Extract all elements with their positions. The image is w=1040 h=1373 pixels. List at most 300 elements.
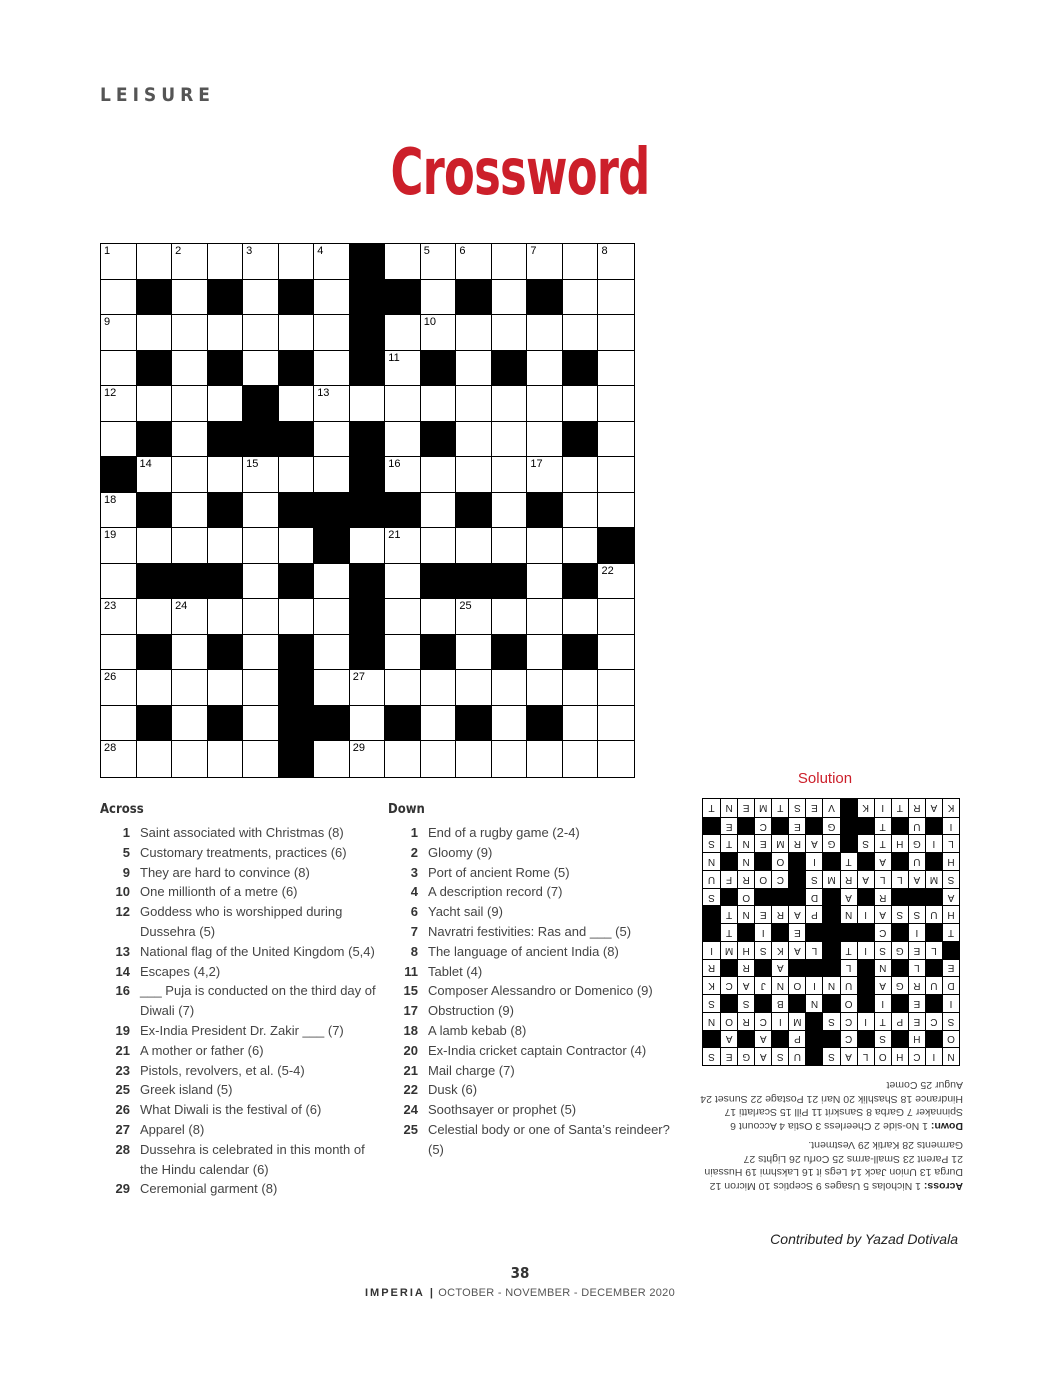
grid-cell[interactable]	[598, 564, 634, 600]
grid-cell[interactable]	[456, 244, 492, 280]
solution-letter: R	[737, 870, 754, 888]
grid-block	[243, 422, 279, 458]
grid-cell[interactable]	[456, 315, 492, 351]
grid-cell[interactable]	[456, 741, 492, 777]
grid-cell[interactable]	[456, 351, 492, 387]
grid-cell[interactable]	[137, 315, 173, 351]
grid-block	[598, 528, 634, 564]
grid-cell[interactable]	[456, 670, 492, 706]
across-clue	[100, 863, 385, 883]
solution-letter: E	[788, 923, 805, 941]
grid-cell[interactable]	[137, 670, 173, 706]
grid-cell[interactable]	[563, 741, 599, 777]
grid-cell[interactable]	[385, 386, 421, 422]
clue-text: ___ Puja is conducted on the third day of Diwali (7)	[140, 983, 376, 1019]
grid-cell[interactable]	[208, 457, 244, 493]
solution-letter: R	[788, 834, 805, 852]
grid-cell[interactable]	[385, 528, 421, 564]
grid-cell[interactable]	[598, 741, 634, 777]
solution-letter: M	[720, 941, 737, 959]
solution-letter: A	[908, 870, 925, 888]
grid-block	[279, 351, 315, 387]
grid-cell[interactable]	[243, 457, 279, 493]
grid-cell[interactable]	[492, 599, 528, 635]
clue-num: 1	[410, 825, 418, 840]
grid-cell[interactable]	[208, 599, 244, 635]
grid-cell[interactable]	[456, 528, 492, 564]
solution-block	[788, 888, 805, 906]
grid-cell[interactable]	[421, 386, 457, 422]
solution-block	[737, 923, 754, 941]
grid-cell[interactable]	[137, 386, 173, 422]
solution-letter: L	[891, 870, 908, 888]
grid-cell[interactable]	[421, 315, 457, 351]
down-clue	[388, 823, 678, 843]
clue-num: 28	[115, 1141, 130, 1157]
grid-cell[interactable]	[598, 670, 634, 706]
grid-cell[interactable]	[563, 457, 599, 493]
grid-cell[interactable]	[314, 741, 350, 777]
across-clue	[100, 902, 385, 942]
grid-block	[137, 493, 173, 529]
clue-number: 11	[388, 351, 400, 364]
solution-letter: T	[942, 923, 959, 941]
solution-letter: L	[857, 1047, 874, 1065]
solution-letter: H	[942, 852, 959, 870]
grid-cell[interactable]	[101, 280, 137, 316]
grid-cell[interactable]	[208, 244, 244, 280]
grid-cell[interactable]	[563, 244, 599, 280]
grid-cell[interactable]	[598, 599, 634, 635]
clue-number: 1	[104, 245, 111, 257]
solution-letter: G	[822, 834, 839, 852]
solution-block	[754, 994, 771, 1012]
grid-cell[interactable]	[563, 386, 599, 422]
solution-letter: S	[737, 994, 754, 1012]
grid-block	[421, 422, 457, 458]
grid-cell[interactable]	[385, 599, 421, 635]
solution-letter: I	[805, 976, 822, 994]
clue-num: 22	[403, 1082, 418, 1098]
solution-letter: T	[720, 834, 737, 852]
solution-block	[720, 994, 737, 1012]
grid-cell[interactable]	[137, 457, 173, 493]
grid-cell[interactable]	[350, 670, 386, 706]
grid-cell[interactable]	[563, 599, 599, 635]
grid-block	[279, 670, 315, 706]
grid-cell[interactable]	[279, 386, 315, 422]
grid-cell[interactable]	[101, 528, 137, 564]
grid-cell[interactable]	[456, 599, 492, 635]
solution-letter: A	[942, 888, 959, 906]
solution-block	[891, 923, 908, 941]
grid-cell[interactable]	[243, 280, 279, 316]
grid-cell[interactable]	[492, 457, 528, 493]
solution-letter: S	[771, 1047, 788, 1065]
grid-block	[314, 706, 350, 742]
across-clue	[100, 823, 385, 843]
grid-cell[interactable]	[527, 422, 563, 458]
grid-cell[interactable]	[421, 670, 457, 706]
solution-letter: O	[840, 994, 857, 1012]
grid-block	[208, 635, 244, 671]
solution-letter: E	[908, 941, 925, 959]
solution-letter: S	[703, 888, 720, 906]
grid-cell[interactable]	[243, 315, 279, 351]
grid-cell[interactable]	[101, 493, 137, 529]
grid-cell[interactable]	[563, 280, 599, 316]
solution-letter: S	[874, 1030, 891, 1048]
solution-block	[822, 905, 839, 923]
grid-cell[interactable]	[385, 564, 421, 600]
grid-cell[interactable]	[598, 493, 634, 529]
solution-block	[925, 852, 942, 870]
grid-cell[interactable]	[172, 351, 208, 387]
clue-number: 18	[104, 493, 117, 506]
solution-letter: T	[840, 941, 857, 959]
solution-block	[857, 994, 874, 1012]
grid-cell[interactable]	[598, 386, 634, 422]
solution-letter: A	[720, 1030, 737, 1048]
grid-cell[interactable]	[172, 706, 208, 742]
solution-letter: S	[703, 834, 720, 852]
grid-cell[interactable]	[456, 386, 492, 422]
grid-cell[interactable]	[492, 386, 528, 422]
solution-block	[891, 852, 908, 870]
grid-cell[interactable]	[527, 741, 563, 777]
clue-number: 20	[317, 529, 330, 542]
clue-number: 5	[423, 245, 430, 257]
grid-cell[interactable]	[527, 635, 563, 671]
grid-block	[279, 422, 315, 458]
grid-cell[interactable]	[456, 422, 492, 458]
grid-cell[interactable]	[172, 280, 208, 316]
grid-cell[interactable]	[101, 422, 137, 458]
grid-cell[interactable]	[243, 351, 279, 387]
down-clue	[388, 1100, 678, 1120]
grid-cell[interactable]	[208, 315, 244, 351]
solution-letter: E	[754, 905, 771, 923]
grid-cell[interactable]	[172, 670, 208, 706]
grid-cell[interactable]	[172, 422, 208, 458]
grid-cell[interactable]	[350, 706, 386, 742]
grid-block	[208, 280, 244, 316]
grid-cell[interactable]	[243, 493, 279, 529]
clue-num: 6	[410, 904, 418, 920]
grid-cell[interactable]	[172, 457, 208, 493]
solution-title: Solution	[797, 770, 853, 787]
grid-cell[interactable]	[279, 528, 315, 564]
clue-num: 24	[403, 1102, 418, 1118]
solution-letter: I	[874, 799, 891, 817]
grid-cell[interactable]	[598, 280, 634, 316]
grid-block	[492, 635, 528, 671]
clue-text: Ex-India President Dr. Zakir ___ (7)	[140, 1022, 344, 1038]
grid-cell[interactable]	[598, 351, 634, 387]
clue-number: 6	[459, 245, 466, 257]
grid-cell[interactable]	[421, 280, 457, 316]
grid-cell[interactable]	[279, 457, 315, 493]
grid-cell[interactable]	[208, 670, 244, 706]
grid-cell[interactable]	[456, 457, 492, 493]
solution-letter: D	[942, 976, 959, 994]
grid-cell[interactable]	[101, 351, 137, 387]
clue-number: 12	[104, 387, 117, 400]
solution-letter: P	[788, 1030, 805, 1048]
grid-cell[interactable]	[421, 706, 457, 742]
grid-cell[interactable]	[527, 564, 563, 600]
crossword-grid	[100, 243, 635, 778]
grid-cell[interactable]	[314, 457, 350, 493]
grid-cell[interactable]	[527, 315, 563, 351]
grid-cell[interactable]	[492, 741, 528, 777]
grid-cell[interactable]	[421, 528, 457, 564]
grid-cell[interactable]	[101, 564, 137, 600]
grid-cell[interactable]	[492, 706, 528, 742]
solution-letter: A	[771, 959, 788, 977]
grid-cell[interactable]	[208, 741, 244, 777]
grid-cell[interactable]	[314, 599, 350, 635]
solution-letter: A	[788, 905, 805, 923]
clue-num: 8	[410, 943, 418, 959]
solution-block	[891, 994, 908, 1012]
grid-block	[137, 280, 173, 316]
grid-cell[interactable]	[314, 564, 350, 600]
across-clue	[100, 1061, 385, 1081]
grid-cell[interactable]	[172, 244, 208, 280]
solution-block	[754, 959, 771, 977]
solution-letter: M	[788, 1012, 805, 1030]
grid-cell[interactable]	[527, 351, 563, 387]
grid-cell[interactable]	[598, 457, 634, 493]
grid-cell[interactable]	[279, 244, 315, 280]
grid-cell[interactable]	[137, 528, 173, 564]
solution-letter: I	[857, 941, 874, 959]
grid-cell[interactable]	[314, 351, 350, 387]
solution-block	[891, 1030, 908, 1048]
grid-cell[interactable]	[243, 741, 279, 777]
clue-num: 18	[403, 1022, 418, 1038]
grid-cell[interactable]	[492, 280, 528, 316]
solution-letter: S	[908, 905, 925, 923]
solution-letter: N	[805, 994, 822, 1012]
grid-cell[interactable]	[350, 386, 386, 422]
solution-letter: K	[857, 799, 874, 817]
solution-letter: S	[942, 1012, 959, 1030]
grid-cell[interactable]	[350, 528, 386, 564]
grid-cell[interactable]	[314, 635, 350, 671]
grid-cell[interactable]	[385, 741, 421, 777]
across-clue	[100, 1100, 385, 1120]
grid-cell[interactable]	[172, 528, 208, 564]
grid-cell[interactable]	[385, 244, 421, 280]
solution-letter: T	[874, 834, 891, 852]
grid-cell[interactable]	[101, 244, 137, 280]
solution-letter: G	[908, 834, 925, 852]
solution-letter: C	[840, 1030, 857, 1048]
down-heading: Down	[388, 802, 425, 817]
grid-cell[interactable]	[350, 741, 386, 777]
grid-cell[interactable]	[492, 244, 528, 280]
down-clue	[388, 922, 678, 942]
grid-cell[interactable]	[492, 528, 528, 564]
grid-cell[interactable]	[243, 706, 279, 742]
grid-cell[interactable]	[385, 315, 421, 351]
grid-cell[interactable]	[421, 599, 457, 635]
across-clue	[100, 942, 385, 962]
grid-cell[interactable]	[314, 670, 350, 706]
grid-cell[interactable]	[492, 670, 528, 706]
grid-cell[interactable]	[137, 244, 173, 280]
solution-block	[771, 923, 788, 941]
solution-block	[857, 817, 874, 835]
solution-letter: C	[771, 870, 788, 888]
solution-letter: V	[822, 799, 839, 817]
grid-cell[interactable]	[172, 493, 208, 529]
solution-letter: G	[737, 1047, 754, 1065]
grid-cell[interactable]	[101, 741, 137, 777]
grid-cell[interactable]	[101, 599, 137, 635]
solution-block	[720, 888, 737, 906]
grid-block	[421, 351, 457, 387]
solution-block	[925, 994, 942, 1012]
grid-cell[interactable]	[492, 315, 528, 351]
page-title: Crossword	[390, 136, 650, 210]
solution-letter: U	[840, 976, 857, 994]
solution-letter: R	[703, 959, 720, 977]
grid-cell[interactable]	[137, 599, 173, 635]
grid-cell[interactable]	[208, 386, 244, 422]
down-clue	[388, 981, 678, 1001]
grid-cell[interactable]	[172, 635, 208, 671]
solution-letter: S	[788, 799, 805, 817]
grid-cell[interactable]	[208, 528, 244, 564]
grid-cell[interactable]	[492, 493, 528, 529]
grid-cell[interactable]	[421, 244, 457, 280]
grid-cell[interactable]	[598, 244, 634, 280]
grid-cell[interactable]	[456, 635, 492, 671]
grid-cell[interactable]	[527, 599, 563, 635]
grid-block	[137, 564, 173, 600]
solution-letter: T	[840, 852, 857, 870]
grid-cell[interactable]	[243, 564, 279, 600]
grid-cell[interactable]	[101, 706, 137, 742]
grid-cell[interactable]	[243, 244, 279, 280]
grid-cell[interactable]	[243, 599, 279, 635]
clue-text: A description record (7)	[428, 884, 563, 900]
grid-cell[interactable]	[598, 315, 634, 351]
clue-number: 29	[352, 742, 365, 755]
grid-cell[interactable]	[421, 457, 457, 493]
grid-cell[interactable]	[243, 528, 279, 564]
clue-num: 11	[404, 963, 418, 979]
solution-letter: I	[771, 1012, 788, 1030]
solution-letter: J	[754, 976, 771, 994]
solution-block	[891, 959, 908, 977]
solution-letter: T	[874, 817, 891, 835]
solution-letter: U	[908, 817, 925, 835]
grid-cell[interactable]	[101, 315, 137, 351]
grid-cell[interactable]	[527, 528, 563, 564]
clue-number: 24	[175, 600, 188, 613]
grid-cell[interactable]	[385, 457, 421, 493]
across-clue	[100, 882, 385, 902]
grid-cell[interactable]	[314, 244, 350, 280]
grid-cell[interactable]	[385, 670, 421, 706]
grid-cell[interactable]	[563, 528, 599, 564]
grid-block	[137, 635, 173, 671]
grid-cell[interactable]	[172, 386, 208, 422]
grid-cell[interactable]	[314, 386, 350, 422]
across-clue	[100, 1021, 385, 1041]
grid-cell[interactable]	[279, 315, 315, 351]
grid-block	[350, 635, 386, 671]
grid-cell[interactable]	[563, 315, 599, 351]
solution-letter: R	[840, 870, 857, 888]
clue-text: Yacht sail (9)	[428, 904, 503, 920]
grid-cell[interactable]	[598, 422, 634, 458]
grid-cell[interactable]	[101, 670, 137, 706]
clue-num: 16	[115, 983, 130, 999]
solution-letter: A	[874, 905, 891, 923]
solution-letter: F	[720, 870, 737, 888]
grid-cell[interactable]	[421, 493, 457, 529]
solution-letter: I	[754, 923, 771, 941]
clue-num: 12	[115, 904, 130, 920]
grid-cell[interactable]	[101, 635, 137, 671]
grid-cell[interactable]	[279, 599, 315, 635]
solution-letter: M	[925, 870, 942, 888]
grid-cell[interactable]	[492, 422, 528, 458]
grid-cell[interactable]	[527, 386, 563, 422]
solution-block	[822, 888, 839, 906]
grid-cell[interactable]	[172, 741, 208, 777]
grid-cell[interactable]	[563, 670, 599, 706]
clue-text: Navratri festivities: Ras and ___ (5)	[428, 923, 632, 939]
grid-cell[interactable]	[243, 635, 279, 671]
grid-cell[interactable]	[527, 670, 563, 706]
grid-cell[interactable]	[527, 244, 563, 280]
solution-block	[703, 1030, 720, 1048]
solution-block	[857, 852, 874, 870]
solution-letter: I	[874, 994, 891, 1012]
grid-cell[interactable]	[172, 315, 208, 351]
clue-number: 4	[317, 245, 324, 257]
grid-block	[243, 386, 279, 422]
grid-cell[interactable]	[314, 315, 350, 351]
grid-cell[interactable]	[527, 457, 563, 493]
grid-cell[interactable]	[385, 635, 421, 671]
grid-cell[interactable]	[598, 706, 634, 742]
solution-block	[822, 994, 839, 1012]
grid-cell[interactable]	[421, 741, 457, 777]
solution-letter: A	[754, 1047, 771, 1065]
grid-cell[interactable]	[385, 351, 421, 387]
grid-cell[interactable]	[137, 741, 173, 777]
solution-block	[788, 959, 805, 977]
grid-cell[interactable]	[243, 670, 279, 706]
clue-num: 15	[403, 983, 418, 999]
grid-cell[interactable]	[172, 599, 208, 635]
grid-cell[interactable]	[314, 280, 350, 316]
grid-cell[interactable]	[385, 422, 421, 458]
grid-cell[interactable]	[563, 706, 599, 742]
grid-cell[interactable]	[563, 493, 599, 529]
grid-cell[interactable]	[314, 422, 350, 458]
clue-text: Obstruction (9)	[428, 1003, 514, 1019]
grid-cell[interactable]	[101, 386, 137, 422]
grid-cell[interactable]	[598, 635, 634, 671]
